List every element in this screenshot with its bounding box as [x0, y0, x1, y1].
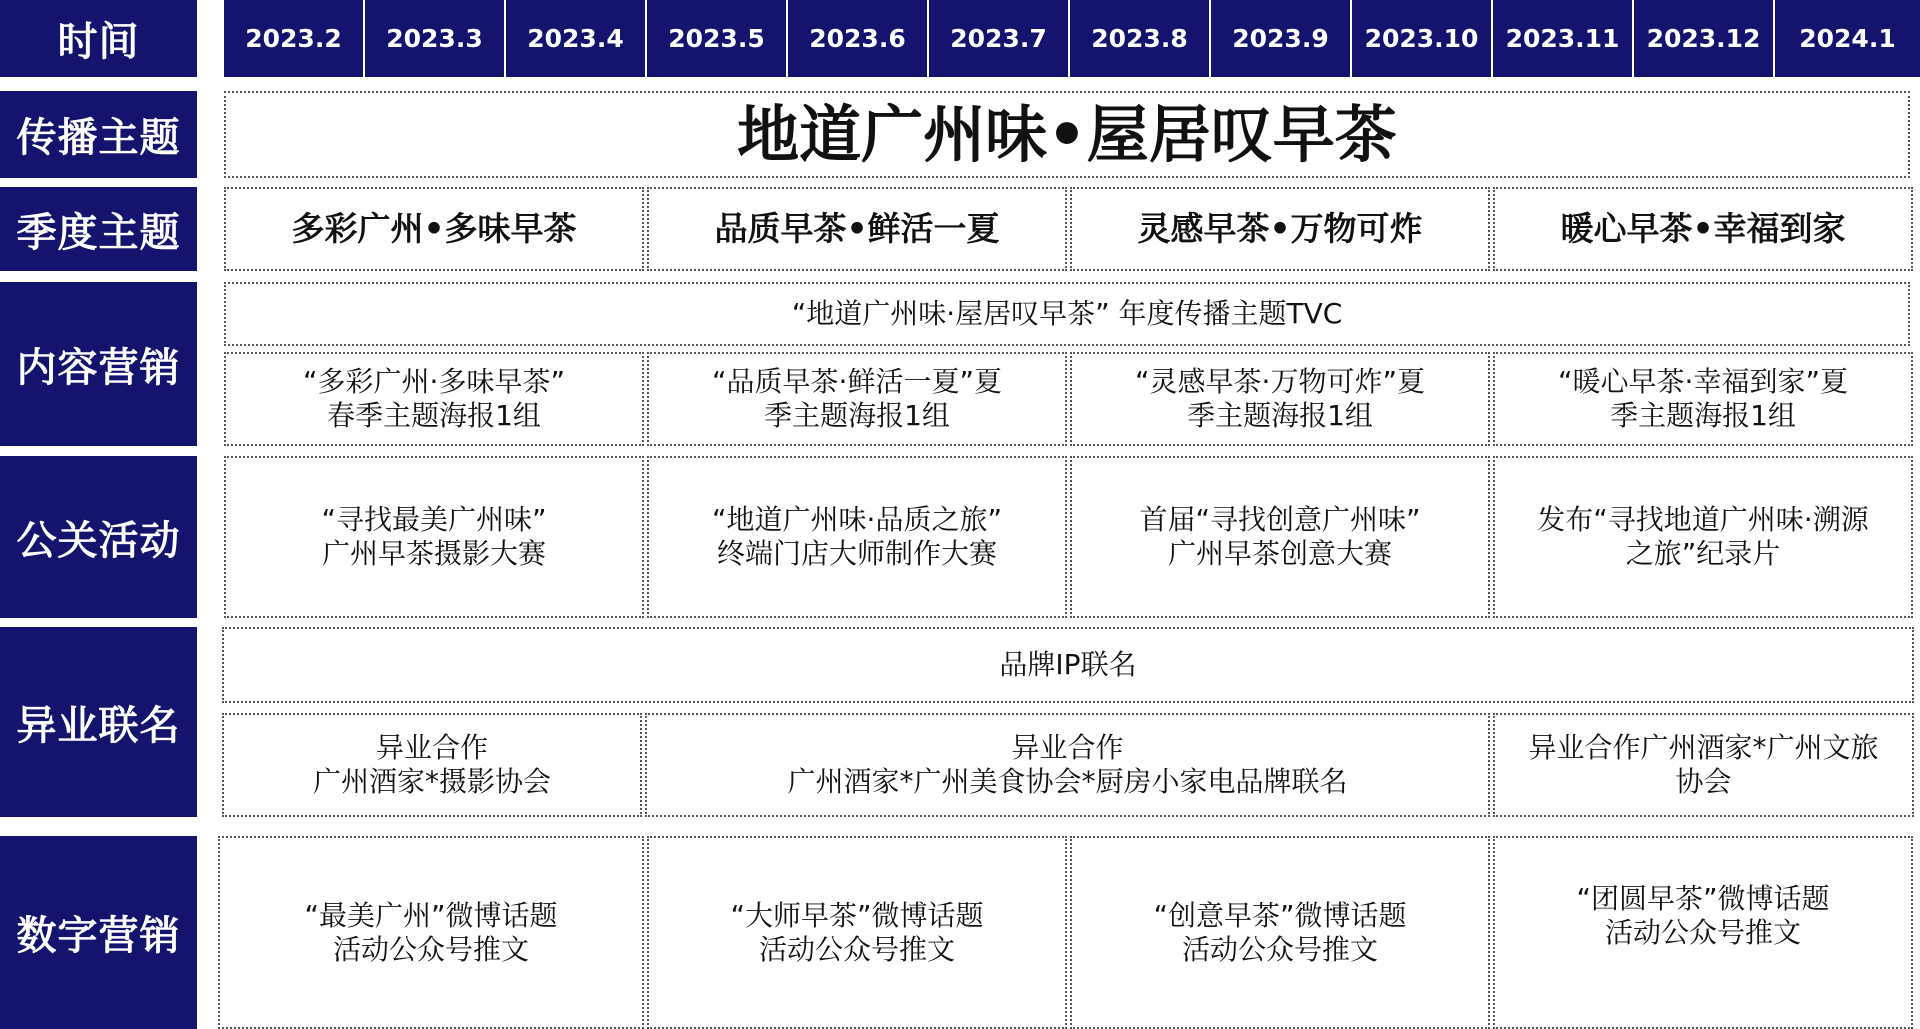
cell-line: “品质早茶·鲜活一夏”夏	[712, 365, 1002, 398]
pr-activity	[224, 456, 644, 618]
cell-line: 活动公众号推文	[332, 932, 529, 966]
cell-line: 异业合作广州酒家*广州文旅	[1528, 731, 1879, 764]
pr-activity	[1070, 456, 1490, 618]
cell-line: 异业合作	[1011, 731, 1124, 764]
row-label-quarter: 季度主题	[0, 187, 197, 271]
digital-item	[647, 836, 1067, 1029]
row-label-pr: 公关活动	[0, 456, 197, 618]
cell-line: “地道广州味·品质之旅”	[712, 503, 1002, 536]
content-poster	[224, 352, 644, 446]
cell-line: 异业合作	[375, 731, 488, 764]
cell-line: 活动公众号推文	[1604, 916, 1801, 949]
month-header: 2023.8	[1070, 0, 1209, 77]
digital-item	[218, 836, 644, 1029]
cell-line: “最美广州”微博话题	[304, 898, 558, 932]
crossover-item	[645, 713, 1490, 817]
cell-line: “暖心早茶·幸福到家”夏	[1558, 365, 1848, 398]
quarter-theme: 品质早茶•鲜活一夏	[647, 187, 1067, 271]
cell-line: 广州早茶创意大赛	[1167, 537, 1392, 570]
row-label-digital: 数字营销	[0, 836, 197, 1029]
row-label-time: 时间	[0, 0, 197, 77]
month-header: 2023.2	[224, 0, 363, 77]
cell-line: “多彩广州·多味早茶”	[303, 365, 565, 398]
annual-theme: 地道广州味•屋居叹早茶	[224, 91, 1910, 178]
month-header: 2024.1	[1775, 0, 1920, 77]
content-poster	[1070, 352, 1490, 446]
cell-line: “创意早茶”微博话题	[1153, 898, 1407, 932]
digital-item	[1493, 836, 1913, 1029]
cell-line: 首届“寻找创意广州味”	[1139, 503, 1421, 536]
month-header: 2023.10	[1352, 0, 1491, 77]
cell-line: 春季主题海报1组	[327, 399, 541, 432]
cell-line: 季主题海报1组	[764, 399, 950, 432]
content-poster	[647, 352, 1067, 446]
digital-item	[1070, 836, 1490, 1029]
cell-line: “寻找最美广州味”	[321, 503, 547, 536]
cell-line: 协会	[1675, 765, 1732, 798]
content-poster	[1493, 352, 1913, 446]
cell-line: 季主题海报1组	[1187, 399, 1373, 432]
cell-line: 终端门店大师制作大赛	[716, 537, 997, 570]
cell-line: 活动公众号推文	[758, 932, 955, 966]
month-header: 2023.6	[788, 0, 927, 77]
cell-line: 之旅”纪录片	[1625, 537, 1781, 570]
month-header: 2023.11	[1493, 0, 1632, 77]
month-header: 2023.3	[365, 0, 504, 77]
cell-line: “灵感早茶·万物可炸”夏	[1135, 365, 1425, 398]
pr-activity	[647, 456, 1067, 618]
cell-line: 季主题海报1组	[1610, 399, 1796, 432]
month-header: 2023.4	[506, 0, 645, 77]
cell-line: 广州酒家*广州美食协会*厨房小家电品牌联名	[787, 765, 1348, 798]
cell-line: “大师早茶”微博话题	[730, 898, 984, 932]
pr-activity	[1493, 456, 1913, 618]
quarter-theme: 灵感早茶•万物可炸	[1070, 187, 1490, 271]
cell-line: 广州早茶摄影大赛	[321, 537, 546, 570]
cell-line: 活动公众号推文	[1181, 932, 1378, 966]
row-label-theme: 传播主题	[0, 91, 197, 178]
content-tvc: “地道广州味·屋居叹早茶” 年度传播主题TVC	[224, 282, 1910, 346]
month-header: 2023.9	[1211, 0, 1350, 77]
quarter-theme: 暖心早茶•幸福到家	[1493, 187, 1913, 271]
cell-line: 广州酒家*摄影协会	[312, 765, 551, 798]
crossover-item	[222, 713, 642, 817]
month-header: 2023.7	[929, 0, 1068, 77]
cell-line: “团圆早茶”微博话题	[1576, 882, 1830, 915]
row-label-content: 内容营销	[0, 282, 197, 446]
month-header: 2023.5	[647, 0, 786, 77]
quarter-theme: 多彩广州•多味早茶	[224, 187, 644, 271]
cell-line: 发布“寻找地道广州味·溯源	[1537, 503, 1869, 536]
crossover-ip: 品牌IP联名	[222, 627, 1914, 703]
month-header: 2023.12	[1634, 0, 1773, 77]
row-label-crossover: 异业联名	[0, 627, 197, 817]
crossover-item	[1493, 713, 1914, 817]
